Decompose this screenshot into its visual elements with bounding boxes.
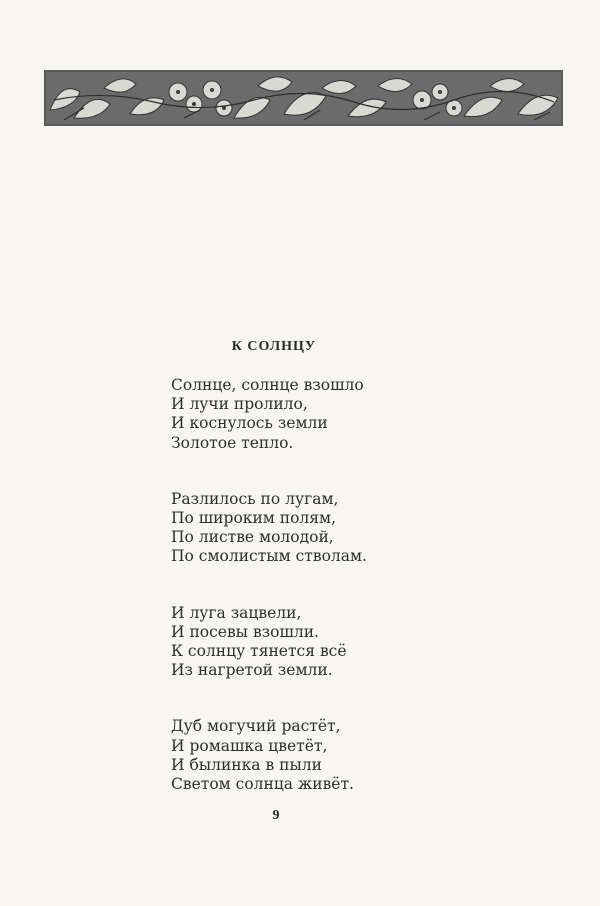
poem-body — [171, 376, 367, 794]
floral-ornament-icon — [44, 70, 563, 126]
poem-line: Светом солнца живёт. — [171, 775, 354, 794]
stanza-2 — [171, 490, 367, 567]
poem-line: И коснулось земли — [171, 414, 328, 433]
poem-line: И лучи пролило, — [171, 395, 308, 414]
poem-line: Золотое тепло. — [171, 433, 294, 452]
poem-line: К солнцу тянется всё — [171, 642, 347, 661]
poem-line: Из нагретой земли. — [171, 661, 333, 680]
poem-line: Дуб могучий растёт, — [171, 717, 341, 736]
stanza-4 — [171, 717, 367, 794]
poem-line: И луга зацвели, — [171, 603, 302, 622]
stanza-1 — [171, 376, 367, 453]
page-number: 9 — [272, 808, 280, 823]
poem-line: По листве молодой, — [171, 528, 334, 547]
poem-line: Разлилось по лугам, — [171, 489, 339, 508]
poem-line: И былинка в пыли — [171, 755, 322, 774]
poem-line: Солнце, солнце взошло — [171, 376, 364, 394]
poem-line: И посевы взошли. — [171, 622, 319, 641]
poem-line: По широким полям, — [171, 509, 337, 528]
poem-title: К СОЛНЦУ — [231, 339, 317, 354]
poem-line: По смолистым стволам. — [171, 547, 367, 566]
poem-line: И ромашка цветёт, — [171, 736, 328, 755]
stanza-3 — [171, 604, 367, 681]
